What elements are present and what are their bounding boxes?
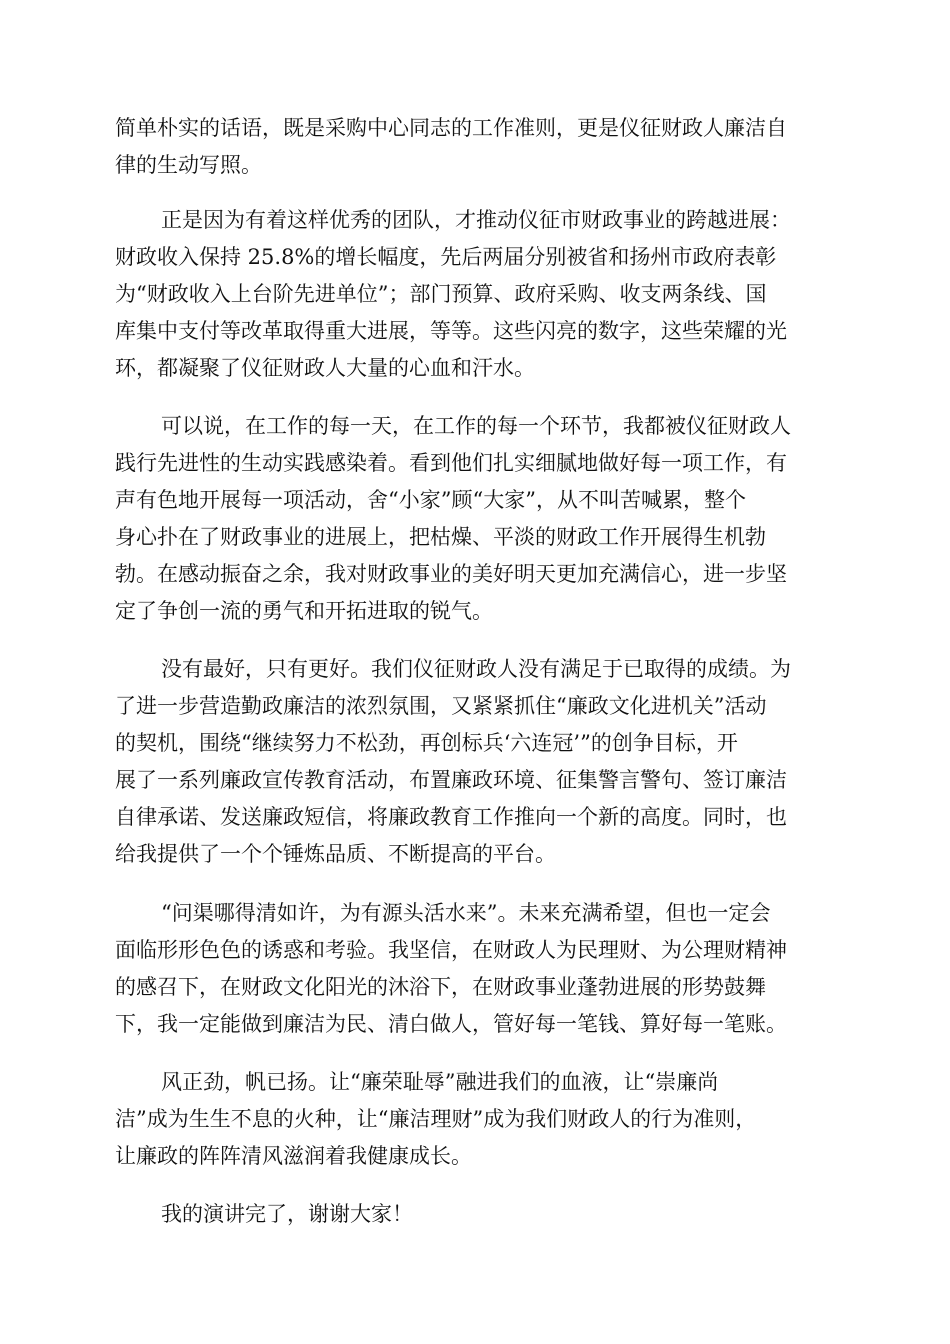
paragraph-2 (115, 202, 835, 387)
paragraph-line: 风正劲，帆已扬。让“廉荣耻辱”融进我们的血液，让“崇廉尚 (161, 1070, 719, 1094)
paragraph-line: 勃。在感动振奋之余，我对财政事业的美好明天更加充满信心，进一步坚 (115, 562, 787, 586)
paragraph-line: 库集中支付等改革取得重大进展，等等。这些闪亮的数字，这些荣耀的光 (115, 319, 787, 343)
paragraph-line: 自律承诺、发送廉政短信，将廉政教育工作推向一个新的高度。同时，也 (115, 805, 787, 829)
paragraph-line: 的感召下，在财政文化阳光的沐浴下，在财政事业蓬勃进展的形势鼓舞 (115, 975, 766, 999)
paragraph-line: 定了争创一流的勇气和开拓进取的锐气。 (115, 599, 493, 623)
paragraph-6 (115, 1064, 835, 1175)
paragraph-line: 了进一步营造勤政廉洁的浓烈氛围，又紧紧抓住“廉政文化进机关”活动 (115, 694, 767, 718)
paragraph-line: 让廉政的阵阵清风滋润着我健康成长。 (115, 1144, 472, 1168)
paragraph-line: 展了一系列廉政宣传教育活动，布置廉政环境、征集警言警句、签订廉洁 (115, 768, 787, 792)
paragraph-line: 没有最好，只有更好。我们仪征财政人没有满足于已取得的成绩。为 (161, 657, 791, 681)
paragraph-line: 为“财政收入上台阶先进单位”；部门预算、政府采购、收支两条线、国 (115, 282, 767, 306)
paragraph-line: 给我提供了一个个锤炼品质、不断提高的平台。 (115, 842, 556, 866)
paragraph-line: 正是因为有着这样优秀的团队，才推动仪征市财政事业的跨越进展： (161, 208, 791, 232)
paragraph-7 (115, 1196, 835, 1233)
paragraph-5 (115, 895, 835, 1043)
paragraph-line: 简单朴实的话语，既是采购中心同志的工作准则，更是仪征财政人廉洁自 (115, 116, 787, 140)
paragraph-line: “问渠哪得清如许，为有源头活水来”。未来充满希望，但也一定会 (161, 901, 771, 925)
paragraph-line: 律的生动写照。 (115, 153, 262, 177)
paragraph-line: 践行先进性的生动实践感染着。看到他们扎实细腻地做好每一项工作，有 (115, 451, 787, 475)
paragraph-line: 我的演讲完了，谢谢大家！ (161, 1202, 413, 1226)
paragraph-4 (115, 651, 835, 873)
paragraph-line: 下，我一定能做到廉洁为民、清白做人，管好每一笔钱、算好每一笔账。 (115, 1012, 787, 1036)
paragraph-line: 身心扑在了财政事业的进展上，把枯燥、平淡的财政工作开展得生机勃 (115, 525, 766, 549)
paragraph-line: 的契机，围绕“继续努力不松劲，再创标兵‘六连冠’”的创争目标，开 (115, 731, 738, 755)
paragraph-line: 可以说，在工作的每一天，在工作的每一个环节，我都被仪征财政人 (161, 414, 791, 438)
paragraph-line: 洁”成为生生不息的火种，让“廉洁理财”成为我们财政人的行为准则， (115, 1107, 757, 1131)
paragraph-line: 财政收入保持 25.8%的增长幅度，先后两届分别被省和扬州市政府表彰 (115, 245, 777, 269)
paragraph-line: 环，都凝聚了仪征财政人大量的心血和汗水。 (115, 356, 535, 380)
paragraph-line: 声有色地开展每一项活动，舍“小家”顾“大家”，从不叫苦喊累，整个 (115, 488, 746, 512)
paragraph-1 (115, 110, 835, 184)
paragraph-line: 面临形形色色的诱惑和考验。我坚信，在财政人为民理财、为公理财精神 (115, 938, 787, 962)
paragraph-3 (115, 408, 835, 630)
